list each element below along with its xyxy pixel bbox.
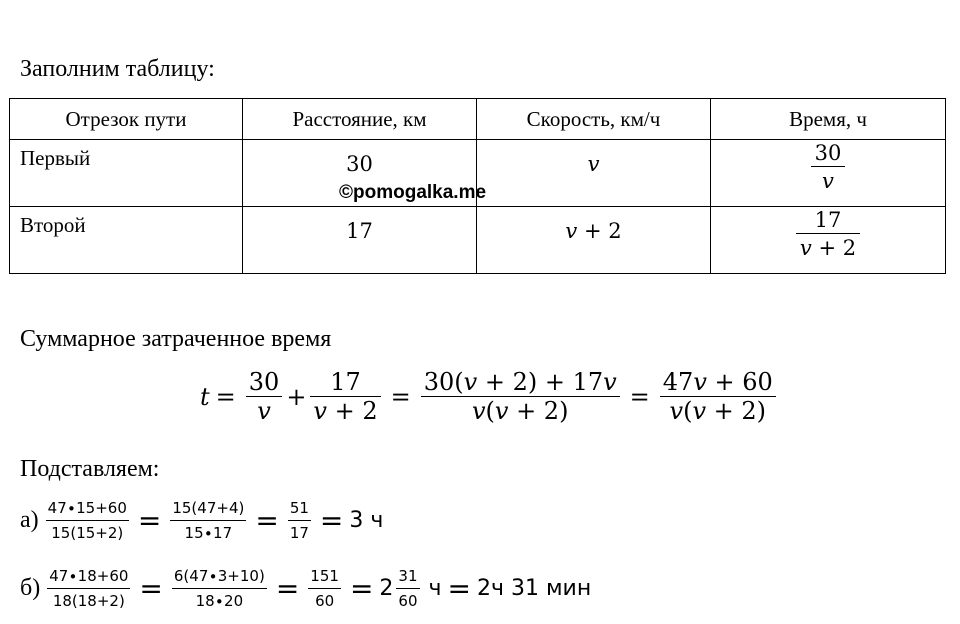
fraction-bar: [172, 588, 267, 589]
equals-sign: =: [139, 572, 163, 605]
fraction-bar: [46, 520, 129, 521]
intro-text: Заполним таблицу:: [20, 56, 215, 82]
fraction: [172, 566, 267, 611]
case-label: б): [20, 575, 41, 601]
summary-label: Суммарное затраченное время: [20, 326, 332, 352]
denominator: 𝑣(𝑣 + 2): [471, 397, 569, 425]
case-label: а): [20, 507, 39, 533]
header-distance: Расстояние, км: [243, 99, 477, 140]
equals-sign: =: [319, 504, 344, 537]
equals-sign: =: [137, 504, 162, 537]
denominator: 17: [289, 524, 309, 542]
variable-t: 𝑡: [200, 382, 210, 411]
fraction: [288, 498, 311, 543]
numerator: 151: [310, 567, 339, 585]
denominator: 𝑣(𝑣 + 2): [669, 397, 767, 425]
fraction: [421, 368, 620, 425]
time-denominator: 𝑣: [822, 169, 834, 193]
time-numerator: 30: [814, 141, 842, 165]
numerator: 51: [289, 499, 309, 517]
numerator: 30(𝑣 + 2) + 17𝑣: [423, 368, 617, 396]
denominator: 15∙17: [184, 524, 233, 542]
time-fraction: [796, 207, 860, 262]
fraction: [396, 566, 419, 611]
whole-part: 2: [379, 576, 394, 601]
numerator: 17: [330, 368, 361, 396]
numerator: 31: [398, 567, 418, 585]
equals-sign: =: [255, 504, 279, 537]
fraction-bar: [308, 588, 341, 589]
distance-value: 30: [346, 152, 373, 176]
result: 2ч 31 мин: [476, 576, 592, 601]
equals-sign: =: [349, 572, 374, 605]
table-row: [10, 207, 946, 274]
case-a-equation: [20, 498, 383, 543]
fraction-bar: [170, 520, 246, 521]
case-b-equation: [20, 566, 591, 611]
plus-sign: +: [286, 382, 307, 411]
denominator: 18∙20: [195, 592, 244, 610]
equals-sign: =: [629, 382, 650, 411]
fraction: [46, 498, 129, 543]
numerator: 47∙15+60: [47, 499, 127, 517]
substitution-label: Подставляем:: [20, 456, 160, 482]
equals-sign: =: [275, 572, 300, 605]
fraction: [246, 368, 283, 425]
header-speed: Скорость, км/ч: [477, 99, 711, 140]
time-fraction: [811, 140, 846, 195]
row-label: Второй: [20, 213, 86, 237]
time-denominator: 𝑣 + 2: [799, 236, 857, 260]
fraction: [660, 368, 776, 425]
equals-sign: =: [390, 382, 411, 411]
denominator: 60: [315, 592, 335, 610]
denominator: 15(15+2): [51, 524, 124, 542]
numerator: 15(47+4): [172, 499, 245, 517]
row-label: Первый: [20, 146, 91, 170]
numerator: 6(47∙3+10): [173, 567, 265, 585]
fraction: [310, 368, 380, 425]
unit-hours: ч: [428, 576, 442, 601]
distance-value: 17: [346, 219, 373, 243]
speed-value: 𝑣: [587, 152, 600, 176]
speed-value: 𝑣 + 2: [565, 219, 622, 243]
fraction-bar: [47, 588, 130, 589]
denominator: 𝑣 + 2: [313, 397, 378, 425]
header-time: Время, ч: [711, 99, 946, 140]
time-numerator: 17: [814, 208, 842, 232]
total-time-equation: [200, 368, 780, 425]
header-segment: Отрезок пути: [10, 99, 243, 140]
watermark: ©pomogalka.me: [339, 182, 487, 203]
denominator: 𝑣: [257, 397, 271, 425]
numerator: 47𝑣 + 60: [662, 368, 773, 396]
denominator: 18(18+2): [52, 592, 125, 610]
result: 3 ч: [349, 508, 384, 533]
denominator: 60: [398, 592, 418, 610]
fraction: [170, 498, 246, 543]
numerator: 30: [248, 368, 280, 396]
equals-sign: =: [215, 382, 236, 411]
fraction: [308, 566, 341, 611]
numerator: 47∙18+60: [49, 567, 129, 585]
fraction-bar: [396, 588, 419, 589]
fraction: [47, 566, 130, 611]
fraction-bar: [288, 520, 311, 521]
equals-sign: =: [447, 572, 471, 605]
